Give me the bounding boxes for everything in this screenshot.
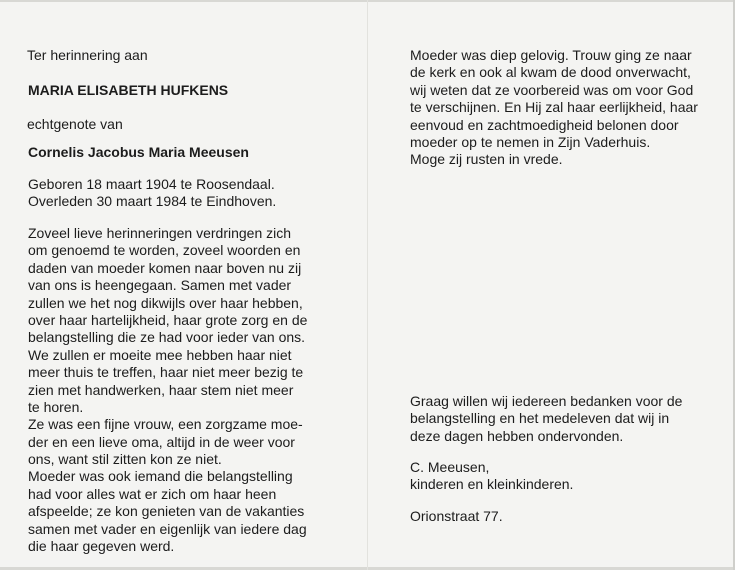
faith-line: de kerk en ook al kwam de dood onverwacht, <box>410 64 691 81</box>
tribute-line: Moeder was ook iemand die belangstelling <box>28 468 293 485</box>
tribute-line: samen met vader en eigenlijk van iedere dag <box>28 520 307 537</box>
thanks-text <box>410 393 682 445</box>
faith-line: wij weten dat ze voorbereid was om voor God <box>410 81 694 98</box>
tribute-line: die haar gegeven werd. <box>28 538 175 555</box>
tribute-line: Zoveel lieve herinneringen verdringen zich <box>28 225 292 241</box>
tribute-line: daden van moeder komen naar boven nu zij <box>28 259 302 276</box>
tribute-line: van ons is heengegaan. Samen met vader <box>28 277 292 294</box>
tribute-line: over haar hartelijkheid, haar grote zorg en de <box>28 311 308 328</box>
tribute-line: der en een lieve oma, altijd in de weer voor <box>28 433 295 450</box>
tribute-line: ons, want stil zitten kon ze niet. <box>28 451 222 468</box>
thanks-line: belangstelling en het medeleven dat wij in <box>410 410 670 427</box>
tribute-line: belangstelling die ze had voor ieder van ons. <box>28 329 306 346</box>
signature-name: C. Meeusen, <box>410 459 490 475</box>
tribute-line: zien met handwerken, haar stem niet meer <box>28 381 294 398</box>
signature-family: kinderen en kleinkinderen. <box>410 476 574 492</box>
tribute-line: om genoemd te worden, zoveel woorden en <box>28 242 301 259</box>
tribute-line: te horen. <box>28 398 84 415</box>
tribute-line: Ze was een fijne vrouw, een zorgzame moe- <box>28 416 303 433</box>
tribute-line: We zullen er moeite mee hebben haar niet <box>28 346 292 363</box>
relation-text: echtgenote van <box>27 116 123 132</box>
tribute-line: had voor alles wat er zich om haar heen <box>28 485 277 502</box>
faith-line: Moge zij rusten in vrede. <box>410 151 563 168</box>
birth-line: Geboren 18 maart 1904 te Roosendaal. <box>28 176 275 192</box>
tribute-line: meer thuis te treffen, haar niet meer bezig te <box>28 364 304 381</box>
faith-text <box>410 47 698 169</box>
faith-line: moeder op te nemen in Zijn Vaderhuis. <box>410 133 651 150</box>
thanks-line: Graag willen wij iedereen bedanken voor de <box>410 393 683 409</box>
deceased-name: MARIA ELISABETH HUFKENS <box>28 82 229 98</box>
spouse-name: Cornelis Jacobus Maria Meeusen <box>28 144 249 160</box>
faith-line: eenvoud en zachtmoedigheid belonen door <box>410 116 679 133</box>
tribute-text <box>28 225 307 555</box>
address-line: Orionstraat 77. <box>410 508 503 524</box>
faith-line: Moeder was diep gelovig. Trouw ging ze naar <box>410 47 692 63</box>
thanks-line: deze dagen hebben ondervonden. <box>410 427 624 444</box>
tribute-line: zullen we het nog dikwijls over haar hebben, <box>28 294 303 311</box>
faith-line: te verschijnen. En Hij zal haar eerlijkheid, haar <box>410 99 698 116</box>
death-line: Overleden 30 maart 1984 te Eindhoven. <box>28 193 277 209</box>
center-fold <box>367 0 368 570</box>
tribute-line: afspeelde; ze kon genieten van de vakanties <box>28 503 305 520</box>
intro-text: Ter herinnering aan <box>27 47 148 63</box>
